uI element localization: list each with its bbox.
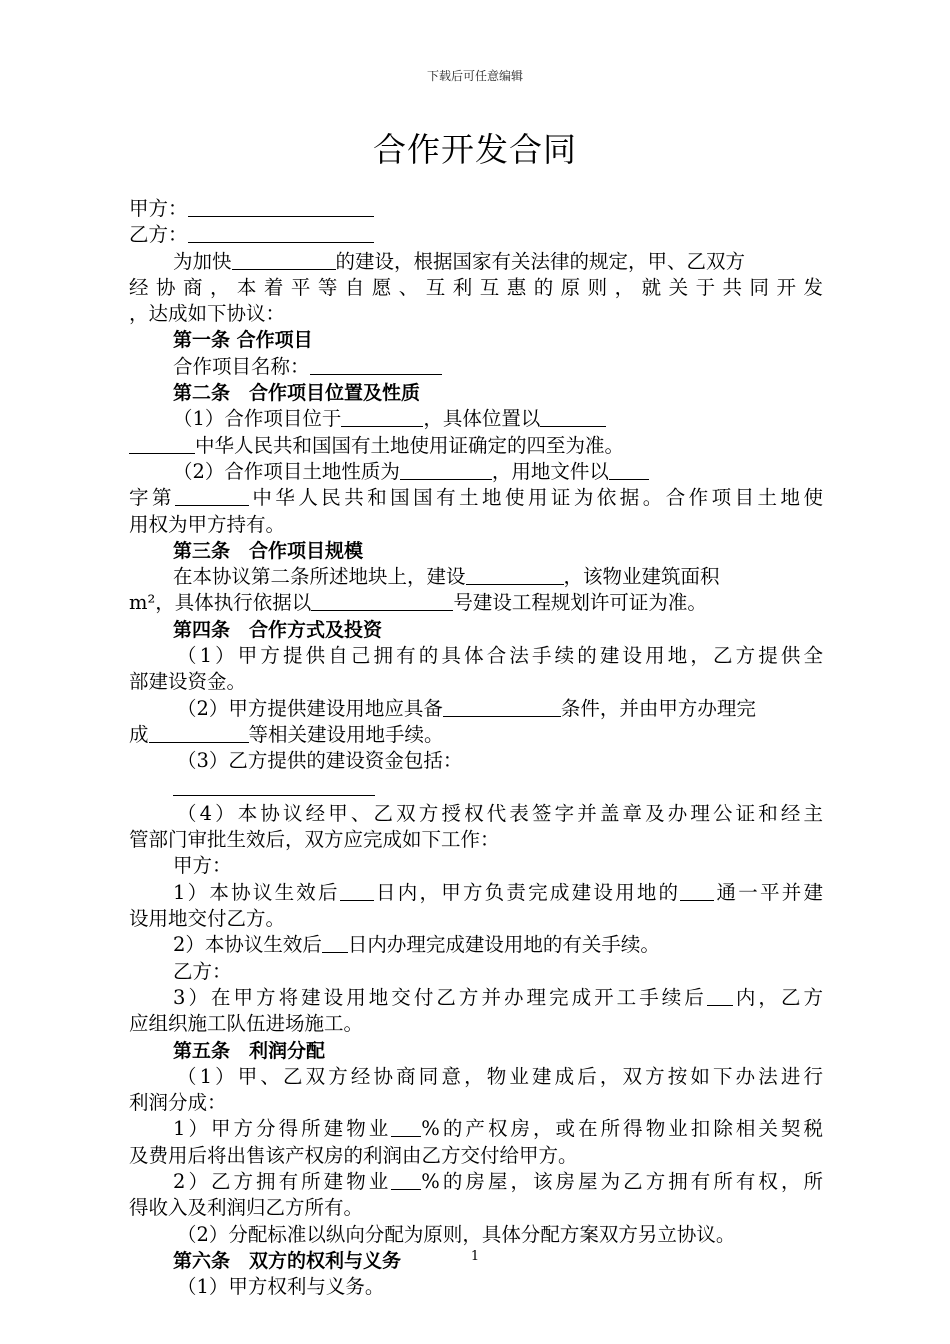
- paragraph-line: （2）甲方提供建设用地应具备 条件，并由甲方办理完: [177, 696, 756, 720]
- paragraph-line: （1）合作项目位于 ，具体位置以: [129, 406, 823, 432]
- blank-field[interactable]: [310, 355, 442, 375]
- paragraph-line: 利润分成：: [129, 1091, 227, 1115]
- paragraph-line: 管部门审批生效后，双方应完成如下工作：: [129, 828, 500, 852]
- paragraph-line: 合作项目名称：: [129, 354, 823, 380]
- blank-field[interactable]: [129, 434, 195, 454]
- blank-field[interactable]: [232, 250, 336, 270]
- blank-field[interactable]: [609, 460, 649, 480]
- page-number: 1: [470, 1249, 480, 1264]
- paragraph-line: （2）合作项目土地性质为 ，用地文件以: [129, 459, 823, 485]
- paragraph-line: 1）本协议生效后 日内，甲方负责完成建设用地的 通一平并建: [173, 880, 823, 904]
- blank-field[interactable]: [188, 197, 374, 217]
- paragraph-line: 1）甲方分得所建物业 %的产权房，或在所得物业扣除相关契税: [173, 1117, 823, 1141]
- blank-field[interactable]: [400, 460, 492, 480]
- paragraph-line: （3）乙方提供的建设资金包括：: [177, 749, 463, 773]
- paragraph-line: 字第 中华人民共和国国有土地使用证为依据。合作项目土地使: [129, 486, 823, 510]
- party-a-line: 甲方：: [129, 196, 823, 222]
- paragraph-line: 得收入及利润归乙方所有。: [129, 1196, 364, 1220]
- blank-field[interactable]: [149, 723, 249, 743]
- article-heading: 第三条 合作项目规模: [173, 539, 364, 562]
- paragraph-line: （1）甲、乙双方经协商同意，物业建成后，双方按如下办法进行: [177, 1064, 823, 1088]
- document-body: [129, 196, 823, 1300]
- paragraph-line: （4）本协议经甲、乙双方授权代表签字并盖章及办理公证和经主: [177, 801, 823, 825]
- paragraph-line: 乙方：: [173, 959, 232, 983]
- paragraph-line: （1）甲方权利与义务。: [177, 1275, 385, 1299]
- paragraph-line: m²，具体执行依据以 号建设工程规划许可证为准。: [129, 591, 707, 615]
- paragraph-line: 及费用后将出售该产权房的利润由乙方交付给甲方。: [129, 1143, 578, 1167]
- paragraph-line: 2）乙方拥有所建物业 %的房屋，该房屋为乙方拥有所有权，所: [173, 1169, 823, 1193]
- blank-field[interactable]: [680, 881, 714, 901]
- paragraph-line: 为加快 的建设，根据国家有关法律的规定，甲、乙双方: [173, 249, 746, 273]
- paragraph-line: [129, 775, 823, 801]
- article-heading: 第五条 利润分配: [173, 1039, 326, 1062]
- blank-field[interactable]: [173, 776, 375, 796]
- paragraph-line: 成 等相关建设用地手续。: [129, 722, 444, 746]
- article-heading: 第四条 合作方式及投资: [173, 618, 383, 641]
- paragraph-line: 应组织施工队伍进场施工。: [129, 1012, 364, 1036]
- blank-field[interactable]: [175, 486, 249, 506]
- paragraph-line: （1）甲方提供自己拥有的具体合法手续的建设用地，乙方提供全: [177, 644, 823, 668]
- page-header: 下载后可任意编辑: [426, 69, 523, 83]
- blank-field[interactable]: [188, 223, 374, 243]
- blank-field[interactable]: [443, 697, 561, 717]
- paragraph-line: 部建设资金。: [129, 670, 247, 694]
- paragraph-line: 用权为甲方持有。: [129, 512, 286, 536]
- blank-field[interactable]: [391, 1170, 421, 1190]
- article-heading: 第一条 合作项目: [173, 329, 313, 352]
- party-b-line: 乙方：: [129, 222, 823, 248]
- paragraph-line: ，达成如下协议：: [129, 302, 286, 326]
- blank-field[interactable]: [466, 565, 564, 585]
- document-title: 合作开发合同: [373, 130, 577, 169]
- paragraph-line: 在本协议第二条所述地块上，建设 ，该物业建筑面积: [173, 565, 720, 589]
- blank-field[interactable]: [341, 407, 423, 427]
- paragraph-line: 设用地交付乙方。: [129, 907, 286, 931]
- paragraph-line: 甲方：: [173, 854, 232, 878]
- paragraph-line: 3）在甲方将建设用地交付乙方并办理完成开工手续后 内，乙方: [173, 985, 823, 1009]
- paragraph-line: 经协商，本着平等自愿、互利互惠的原则，就关于共同开发: [129, 275, 823, 299]
- blank-field[interactable]: [340, 881, 374, 901]
- paragraph-line: （2）分配标准以纵向分配为原则，具体分配方案双方另立协议。: [177, 1222, 736, 1246]
- blank-field[interactable]: [322, 933, 348, 953]
- article-heading: 第二条 合作项目位置及性质: [173, 382, 421, 405]
- article-heading: 第六条 双方的权利与义务: [173, 1249, 402, 1272]
- blank-field[interactable]: [707, 986, 733, 1006]
- blank-field[interactable]: [540, 407, 606, 427]
- blank-field[interactable]: [391, 1117, 421, 1137]
- paragraph-line: 2）本协议生效后 日内办理完成建设用地的有关手续。: [173, 933, 660, 957]
- blank-field[interactable]: [311, 591, 453, 611]
- paragraph-line: 中华人民共和国国有土地使用证确定的四至为准。: [129, 433, 823, 459]
